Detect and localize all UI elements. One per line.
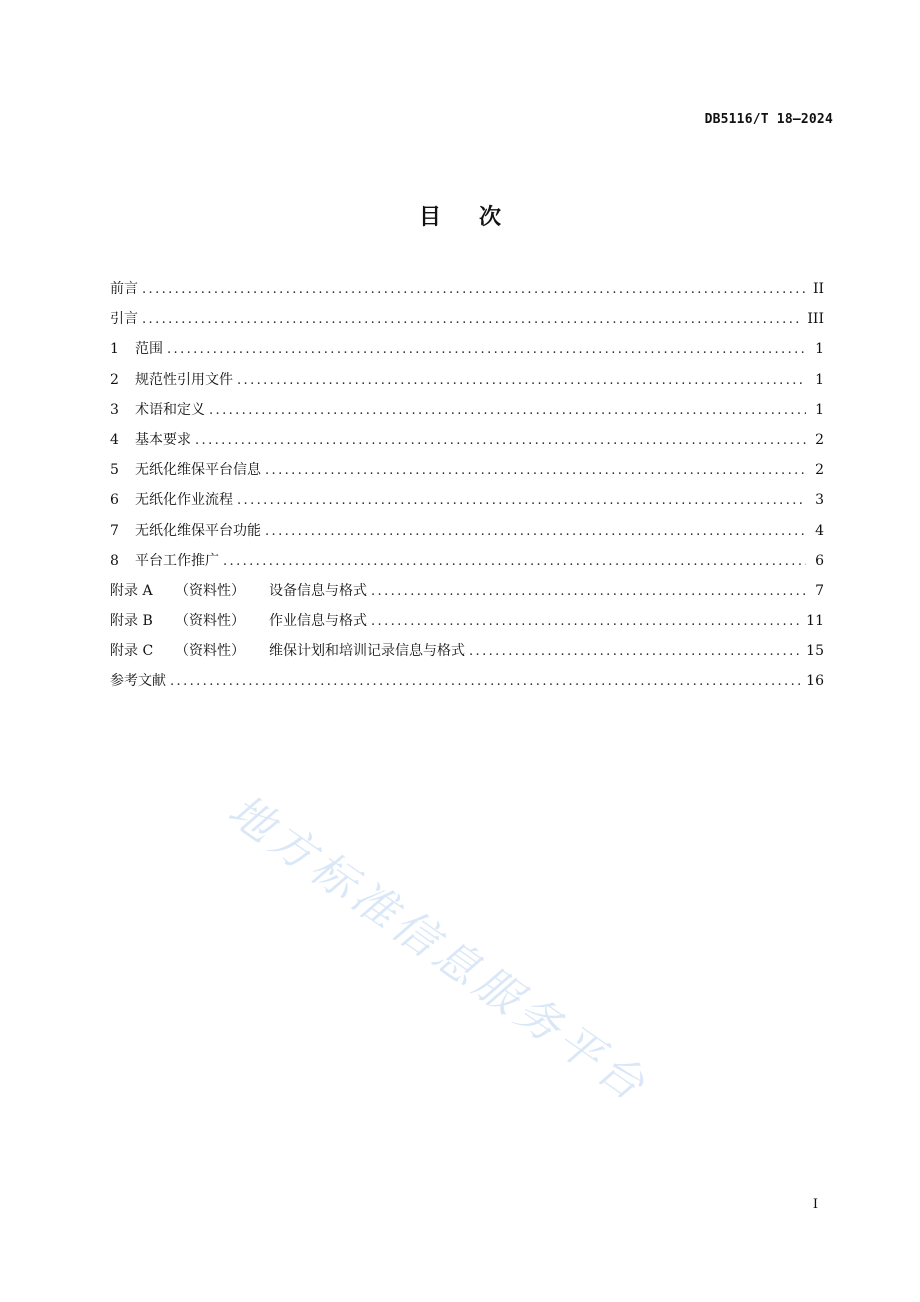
toc-leader-dots [223, 551, 806, 573]
toc-item-terms[interactable] [110, 399, 824, 429]
toc-item-label: 无纸化维保平台信息 [135, 462, 261, 479]
toc-leader-dots [142, 279, 806, 301]
toc-appendix-kind: （资料性） [175, 643, 245, 660]
toc-item-platform-information[interactable] [110, 459, 824, 489]
toc-item-appendix-b[interactable] [110, 610, 824, 640]
toc-item-page: 1 [815, 371, 824, 388]
toc-item-label: 无纸化作业流程 [135, 492, 233, 509]
toc-item-number: 8 [110, 552, 119, 569]
toc-item-normative-references[interactable] [110, 369, 824, 399]
toc-leader-dots [209, 400, 806, 422]
toc-item-number: 7 [110, 522, 119, 539]
toc-appendix-id: 附录 A [110, 582, 153, 599]
toc-leader-dots [195, 430, 806, 452]
toc-leader-dots [469, 641, 802, 663]
toc-appendix-id: 附录 C [110, 643, 154, 660]
toc-leader-dots [371, 581, 806, 603]
toc-item-page: 11 [806, 613, 824, 630]
page-number: I [812, 1197, 818, 1212]
toc-item-foreword[interactable] [110, 278, 824, 308]
toc-appendix-kind: （资料性） [175, 582, 245, 599]
toc-item-label: 基本要求 [135, 431, 191, 448]
toc-item-label: 范围 [135, 341, 163, 358]
toc-item-number: 4 [110, 431, 119, 448]
page-title-text: 目次 [418, 205, 539, 230]
toc-item-scope[interactable] [110, 338, 824, 368]
toc-item-bibliography[interactable] [110, 670, 824, 700]
toc-leader-dots [265, 460, 806, 482]
toc-leader-dots [170, 671, 802, 693]
toc-item-page: 4 [815, 522, 824, 539]
toc-item-appendix-a[interactable] [110, 580, 824, 610]
toc-item-label: 引言 [110, 311, 138, 328]
toc-item-page: 1 [815, 341, 824, 358]
toc-item-label: 无纸化维保平台功能 [135, 522, 261, 539]
toc-item-label: 作业信息与格式 [269, 613, 367, 630]
toc-item-number: 6 [110, 492, 119, 509]
toc-appendix-id: 附录 B [110, 613, 153, 630]
toc-item-page: 16 [806, 673, 824, 690]
toc-leader-dots [167, 339, 806, 361]
toc-item-page: III [807, 311, 824, 328]
toc-item-platform-functions[interactable] [110, 520, 824, 550]
toc-item-number: 1 [110, 341, 119, 358]
toc-item-page: 15 [806, 643, 824, 660]
toc-item-page: 2 [815, 431, 824, 448]
toc-item-label: 规范性引用文件 [135, 371, 233, 388]
toc-item-label: 术语和定义 [135, 401, 205, 418]
toc-item-number: 5 [110, 462, 119, 479]
toc-item-page: 2 [815, 462, 824, 479]
toc-appendix-kind: （资料性） [175, 613, 245, 630]
toc-item-label: 平台工作推广 [135, 552, 219, 569]
toc-item-page: 6 [815, 552, 824, 569]
toc-item-page: II [812, 281, 824, 297]
toc-leader-dots [371, 611, 802, 633]
toc-item-introduction[interactable] [110, 308, 824, 338]
toc-leader-dots [265, 521, 806, 543]
toc-item-page: 7 [815, 582, 824, 599]
toc-item-appendix-c[interactable] [110, 640, 824, 670]
toc-item-number: 2 [110, 371, 119, 388]
document-code: DB5116/T 18—2024 [704, 112, 833, 127]
table-of-contents [110, 278, 824, 701]
toc-item-label: 维保计划和培训记录信息与格式 [269, 643, 465, 660]
toc-item-label: 前言 [110, 281, 138, 297]
toc-item-page: 1 [815, 401, 824, 418]
toc-item-label: 参考文献 [110, 673, 166, 690]
toc-item-page: 3 [815, 492, 824, 509]
toc-item-workflow[interactable] [110, 489, 824, 519]
toc-leader-dots [142, 309, 803, 331]
toc-item-basic-requirements[interactable] [110, 429, 824, 459]
toc-item-promotion[interactable] [110, 550, 824, 580]
toc-leader-dots [237, 370, 806, 392]
toc-item-label: 设备信息与格式 [269, 582, 367, 599]
page-title [0, 200, 920, 231]
watermark: 地方标准信息服务平台 [218, 784, 658, 1114]
toc-leader-dots [237, 490, 806, 512]
toc-item-number: 3 [110, 401, 119, 418]
